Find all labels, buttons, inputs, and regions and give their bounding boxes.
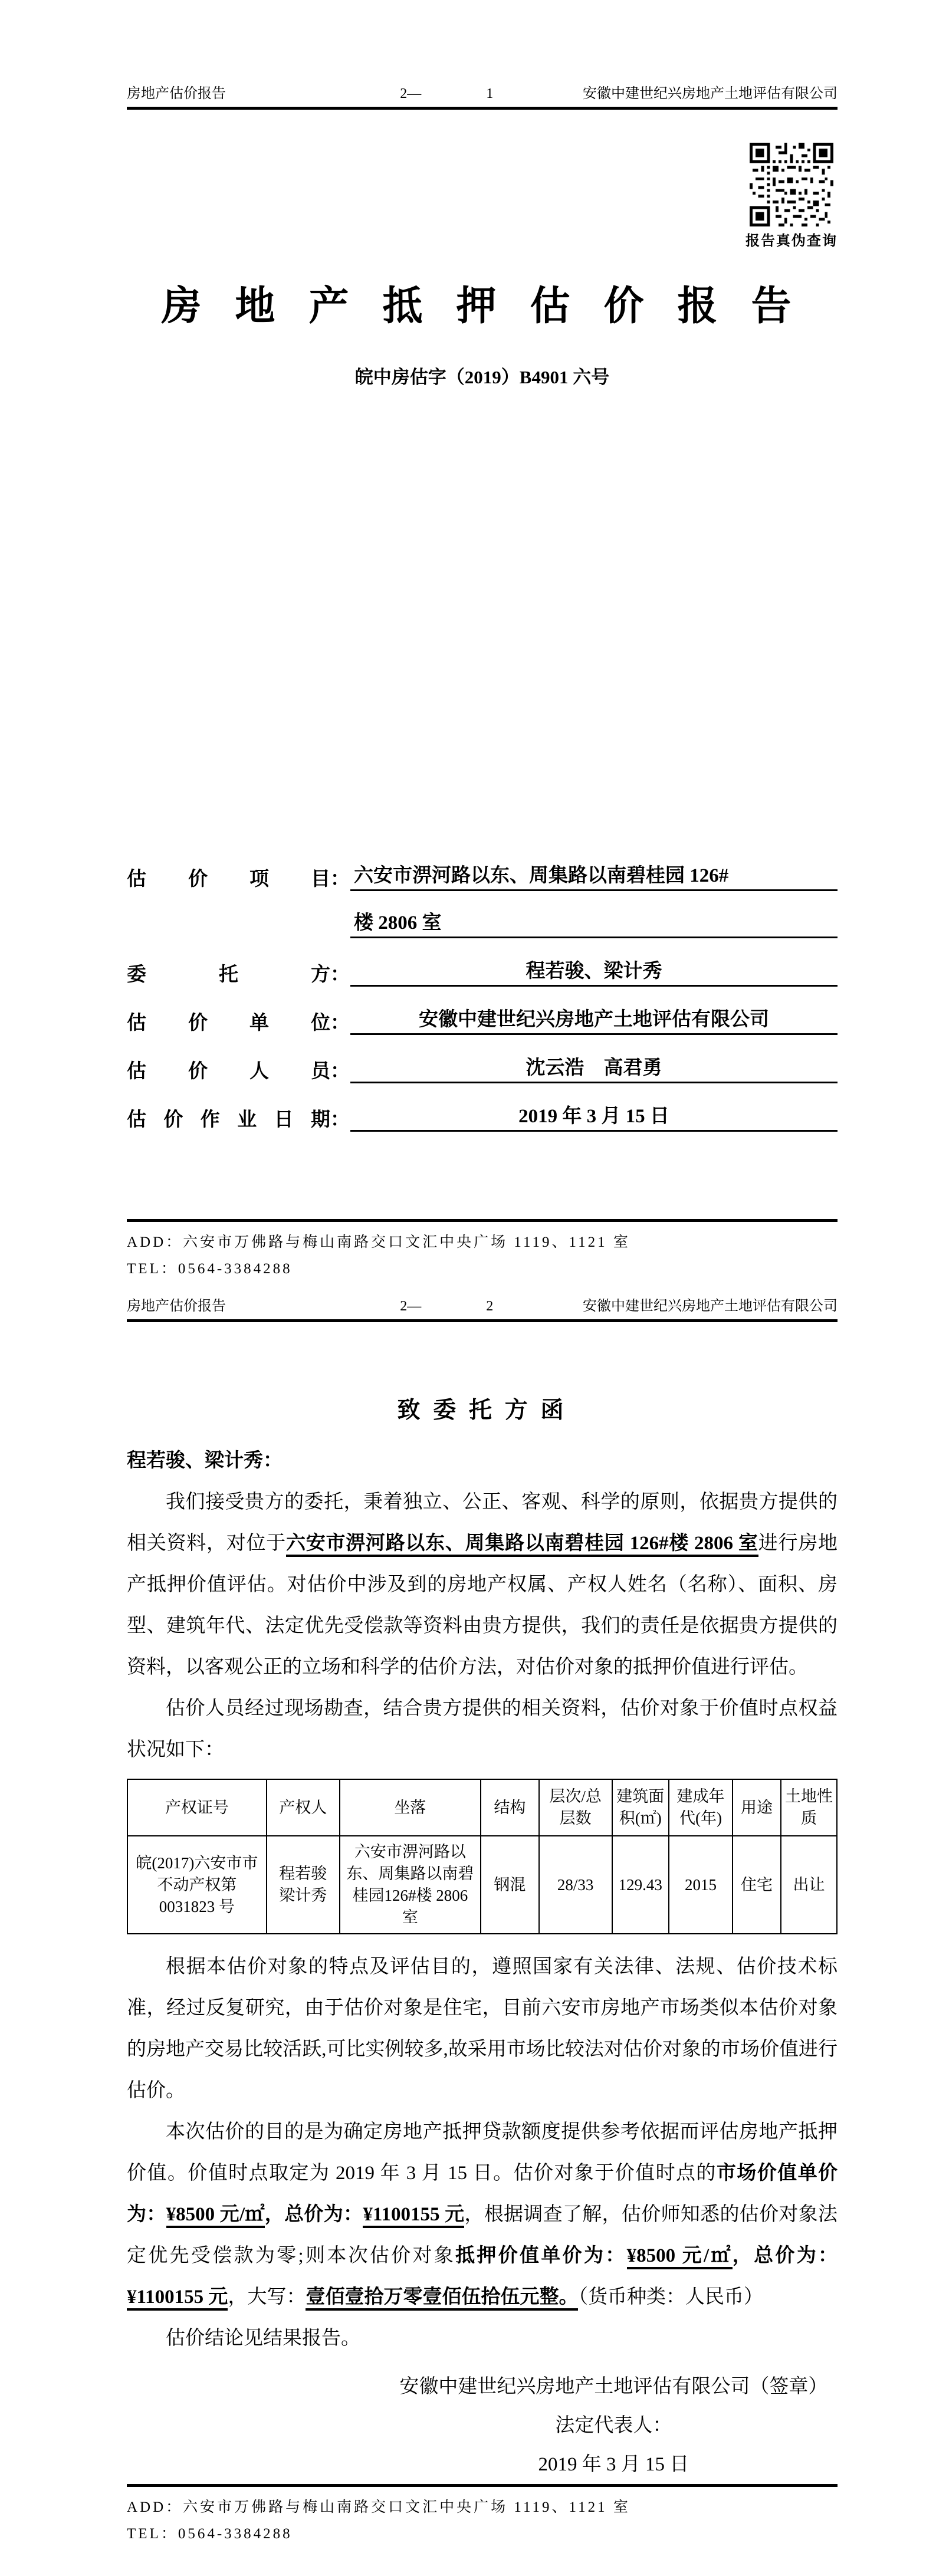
market-total-price-value: ¥1100155 元 <box>363 2204 464 2228</box>
signature-date: 2019 年 3 月 15 日 <box>538 2454 689 2475</box>
field-project-colon: ： <box>330 869 350 890</box>
market-unit-price-value: ¥8500 元/㎡ <box>166 2204 265 2228</box>
footer-tel: TEL：0564-3384288 <box>127 1261 293 1277</box>
field-project-value-line1: 六安市淠河路以东、周集路以南碧桂园 126# <box>350 860 838 891</box>
report-doc-number: 皖中房估字（2019）B4901 六号 <box>354 367 610 387</box>
page1-running-header <box>127 81 838 110</box>
footer-tel: TEL：0564-3384288 <box>127 2526 293 2542</box>
signature-company: 安徽中建世纪兴房地产土地评估有限公司（签章） <box>399 2376 828 2397</box>
qr-code-icon <box>750 143 833 226</box>
field-project-label: 估价项目 <box>127 869 330 890</box>
cell-location: 六安市淠河路以东、周集路以南碧桂园126#楼 2806 室 <box>340 1836 481 1934</box>
field-date-value: 2019 年 3 月 15 日 <box>350 1100 838 1132</box>
col-year-built: 建成年代(年) <box>669 1779 733 1836</box>
field-client-value: 程若骏、梁计秀 <box>350 955 838 987</box>
letter-paragraph-1: 我们接受贵方的委托，秉着独立、公正、客观、科学的原则，依据贵方提供的相关资料，对位于六安市淠河路以东、周集路以南碧桂园 126#楼 2806 室进行房地产抵押价值评估。对估价中涉及到的房地产权属、产权人姓名（名称）、面积、房型、建筑年代、法定优先受偿款等资料由贵方提供，我们的责任是依据贵方提供的资料，以客观公正的立场和科学的估价方法，对估价对象的抵押价值进行评估。 <box>127 1491 838 1678</box>
table-header-row <box>127 1779 837 1836</box>
cell-owner: 程若骏 梁计秀 <box>267 1836 340 1934</box>
col-owner: 产权人 <box>267 1779 340 1836</box>
page2-running-header <box>127 1294 838 1322</box>
page1-footer <box>127 1219 838 1282</box>
signature-block <box>390 2367 838 2484</box>
field-agency-value: 安徽中建世纪兴房地产土地评估有限公司 <box>350 1004 838 1035</box>
cell-area: 129.43 <box>612 1836 669 1934</box>
page2-footer <box>127 2484 838 2547</box>
field-client: 委托方 ： 程若骏、梁计秀 <box>127 938 838 987</box>
qr-caption: 报告真伪查询 <box>745 234 838 249</box>
field-staff: 估价人员 ： 沈云浩 高君勇 <box>127 1035 838 1083</box>
footer-address: ADD：六安市万佛路与梅山南路交口文汇中央广场 1119、1121 室 <box>127 2499 630 2515</box>
footer-address: ADD：六安市万佛路与梅山南路交口文汇中央广场 1119、1121 室 <box>127 1234 630 1250</box>
header-page-marker <box>340 1299 554 1315</box>
col-floor: 层次/总层数 <box>539 1779 612 1836</box>
header-doc-type: 房地产估价报告 <box>127 1299 226 1314</box>
col-structure: 结构 <box>481 1779 539 1836</box>
field-project-value-line2: 楼 2806 室 <box>350 907 838 938</box>
field-project-line2 <box>127 891 838 938</box>
mortgage-total-price-value: ¥1100155 元 <box>127 2286 228 2311</box>
letter-paragraph-2: 估价人员经过现场勘查，结合贵方提供的相关资料，估价对象于价值时点权益状况如下： <box>127 1698 838 1760</box>
field-date-label: 估价作业日期 <box>127 1109 330 1131</box>
header-doc-type: 房地产估价报告 <box>127 86 226 101</box>
amount-in-words: 壹佰壹拾万零壹佰伍拾伍元整。 <box>306 2286 578 2311</box>
subject-property-address: 六安市淠河路以东、周集路以南碧桂园 126#楼 2806 室 <box>286 1533 758 1557</box>
cell-cert-number: 皖(2017)六安市市不动产权第0031823 号 <box>127 1836 267 1934</box>
report-title: 房 地 产 抵 押 估 价 报 告 <box>161 284 803 328</box>
field-agency: 估价单位 ： 安徽中建世纪兴房地产土地评估有限公司 <box>127 987 838 1035</box>
header-page-number: 1 <box>486 86 494 101</box>
cell-year-built: 2015 <box>669 1836 733 1934</box>
field-agency-label: 估价单位 <box>127 1013 330 1034</box>
mortgage-unit-price-value: ¥8500 元/㎡ <box>627 2245 733 2269</box>
cell-use: 住宅 <box>733 1836 781 1934</box>
col-location: 坐落 <box>340 1779 481 1836</box>
signature-legal-rep: 法定代表人： <box>555 2415 672 2436</box>
field-date: 估价作业日期 ： 2019 年 3 月 15 日 <box>127 1083 838 1132</box>
letter-salutation: 程若骏、梁计秀： <box>127 1450 283 1471</box>
col-use: 用途 <box>733 1779 781 1836</box>
field-project <box>127 843 838 891</box>
qr-block <box>127 143 838 249</box>
cell-floor: 28/33 <box>539 1836 612 1934</box>
header-page-prefix: 2— <box>400 86 422 101</box>
letter-paragraph-3: 根据本估价对象的特点及评估目的，遵照国家有关法律、法规、估价技术标准，经过反复研究，由于估价对象是住宅，目前六安市房地产市场类似本估价对象的房地产交易比较活跃,可比实例较多,故采用市场比较法对估价对象的市场价值进行估价。 <box>127 1956 838 2101</box>
field-staff-label: 估价人员 <box>127 1061 330 1082</box>
field-staff-value: 沈云浩 高君勇 <box>350 1052 838 1083</box>
field-client-label: 委托方 <box>127 964 330 985</box>
property-rights-table <box>127 1779 838 1934</box>
header-page-marker <box>340 86 554 102</box>
cover-fields <box>127 843 838 1132</box>
cover-spacer <box>127 389 838 843</box>
col-cert-number: 产权证号 <box>127 1779 267 1836</box>
col-area: 建筑面积(㎡) <box>612 1779 669 1836</box>
table-row <box>127 1836 837 1934</box>
header-page-number: 2 <box>486 1299 494 1314</box>
header-company-name: 安徽中建世纪兴房地产土地评估有限公司 <box>583 1299 838 1314</box>
cell-land-nature: 出让 <box>781 1836 837 1934</box>
market-unit-price-label: 市场价值单价为： <box>127 2163 838 2225</box>
cell-structure: 钢混 <box>481 1836 539 1934</box>
letter-title: 致 委 托 方 函 <box>397 1398 567 1423</box>
mortgage-unit-price-label: 抵押价值单价为： <box>455 2245 627 2266</box>
letter-page <box>0 1286 936 2576</box>
header-company-name: 安徽中建世纪兴房地产土地评估有限公司 <box>583 86 838 101</box>
cover-page <box>0 0 936 1286</box>
letter-paragraph-4: 本次估价的目的是为确定房地产抵押贷款额度提供参考依据而评估房地产抵押价值。价值时点取定为 2019 年 3 月 15 日。估价对象于价值时点的市场价值单价为：¥8500 元/㎡，总价为：¥1100155 元，根据调查了解，估价师知悉的估价对象法定优先受偿款为零;则本次估价对象抵押价值单价为：¥8500 元/㎡，总价为：¥1100155 元，大写：壹佰壹拾万零壹佰伍拾伍元整。（货币种类：人民币） <box>127 2111 838 2318</box>
letter-paragraph-5: 估价结论见结果报告。 <box>166 2328 360 2349</box>
col-land-nature: 土地性质 <box>781 1779 837 1836</box>
header-page-prefix: 2— <box>400 1299 422 1314</box>
